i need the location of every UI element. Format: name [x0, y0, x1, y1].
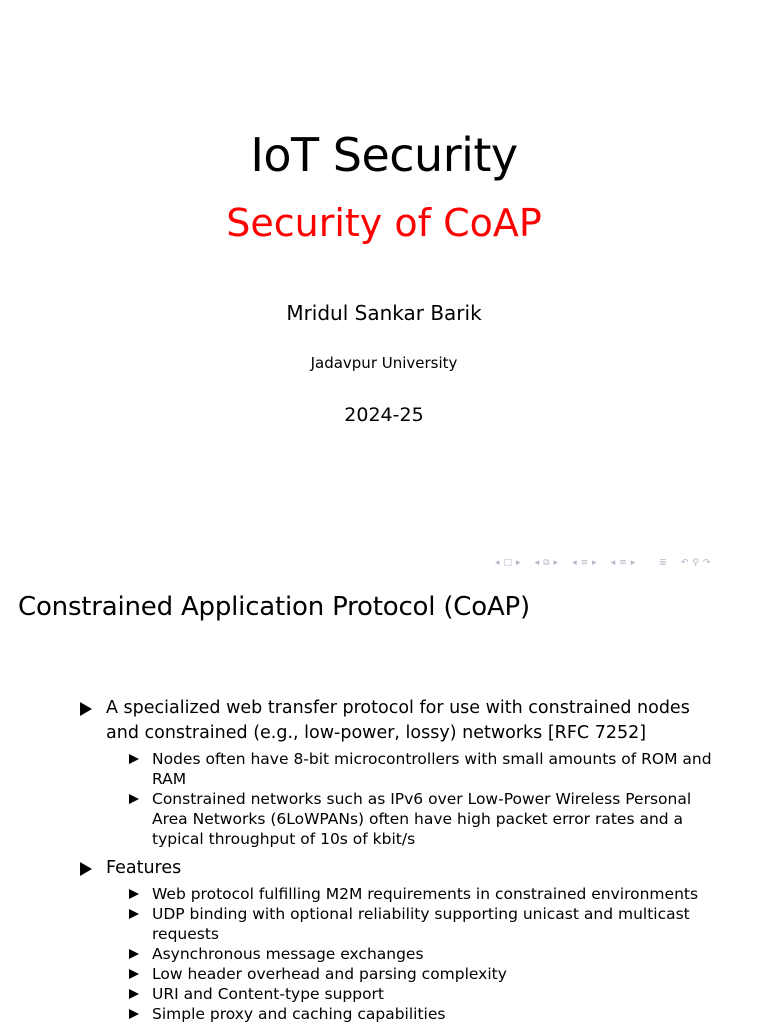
bullet-list [80, 856, 720, 1024]
sub-list-item [106, 964, 720, 984]
doc-icon[interactable]: ≣ [659, 558, 667, 568]
content-slide [0, 576, 768, 1024]
sub-list-item [106, 984, 720, 1004]
frame-icon[interactable]: □ [503, 558, 513, 568]
forward-icon[interactable]: ↷ [702, 558, 711, 568]
triangle-bullet-icon [129, 949, 139, 959]
list-item-text: A specialized web transfer protocol for use with constrained nodes and constrained (e.g., low-power, lossy) networks [RFC 7252] [106, 698, 690, 743]
sub-list-item-text: URI and Content-type support [152, 985, 385, 1003]
author-name: Mridul Sankar Barik [286, 301, 482, 325]
sub-list-item [106, 944, 720, 964]
sub-bullet-list [106, 884, 720, 1024]
nav-next-arrow-icon[interactable]: ▸ [516, 558, 521, 568]
list-item [80, 856, 720, 1024]
section-icon[interactable]: ≡ [619, 558, 627, 568]
sub-bullet-list [106, 749, 720, 849]
frame-title: Constrained Application Protocol (CoAP) [18, 592, 530, 622]
triangle-bullet-icon [129, 794, 139, 804]
sub-list-item [106, 884, 720, 904]
sub-list-item [106, 789, 720, 849]
sub-list-item-text: Simple proxy and caching capabilities [152, 1005, 446, 1023]
list-item [80, 696, 720, 849]
triangle-bullet-icon [129, 889, 139, 899]
presentation-title: IoT Security [250, 128, 518, 182]
search-icon[interactable]: ⚲ [692, 558, 699, 568]
sub-list-item [106, 749, 720, 789]
bullet-list [80, 696, 720, 849]
triangle-bullet-icon [129, 1009, 139, 1019]
sub-list-item-text: Nodes often have 8-bit microcontrollers with small amounts of ROM and RAM [152, 750, 712, 788]
nav-next-arrow-icon[interactable]: ▸ [553, 558, 559, 568]
nav-prev-arrow-icon[interactable]: ◂ [495, 558, 500, 568]
nav-prev-arrow-icon[interactable]: ◂ [534, 558, 540, 568]
triangle-bullet-icon [129, 754, 139, 764]
section-icon[interactable]: ≡ [580, 558, 589, 568]
institute-name: Jadavpur University [310, 354, 458, 372]
nav-next-arrow-icon[interactable]: ▸ [630, 558, 636, 568]
presentation-date: 2024-25 [344, 404, 424, 426]
sub-list-item-text: Constrained networks such as IPv6 over Low-Power Wireless Personal Area Networks (6LoWPANs) often have high packet error rates and a typical throughput of 10s of kbit/s [152, 790, 692, 848]
sub-list-item-text: UDP binding with optional reliability supporting unicast and multicast requests [152, 905, 690, 943]
sub-list-item-text: Low header overhead and parsing complexity [152, 965, 507, 983]
beamer-navigation-bar [494, 554, 764, 572]
triangle-bullet-icon [129, 909, 139, 919]
nav-next-arrow-icon[interactable]: ▸ [592, 558, 597, 568]
sub-list-item [106, 904, 720, 944]
sub-list-item-text: Asynchronous message exchanges [152, 945, 424, 963]
subsection-icon[interactable]: ⧉ [543, 558, 550, 568]
nav-prev-arrow-icon[interactable]: ◂ [572, 558, 577, 568]
sub-list-item-text: Web protocol fulfilling M2M requirements in constrained environments [152, 885, 699, 903]
sub-list-item [106, 1004, 720, 1024]
list-item-text: Features [106, 858, 182, 878]
presentation-subtitle: Security of CoAP [226, 201, 542, 245]
nav-prev-arrow-icon[interactable]: ◂ [610, 558, 616, 568]
back-icon[interactable]: ↶ [680, 558, 689, 568]
triangle-bullet-icon [80, 702, 92, 716]
triangle-bullet-icon [129, 969, 139, 979]
triangle-bullet-icon [129, 989, 139, 999]
triangle-bullet-icon [80, 862, 92, 876]
